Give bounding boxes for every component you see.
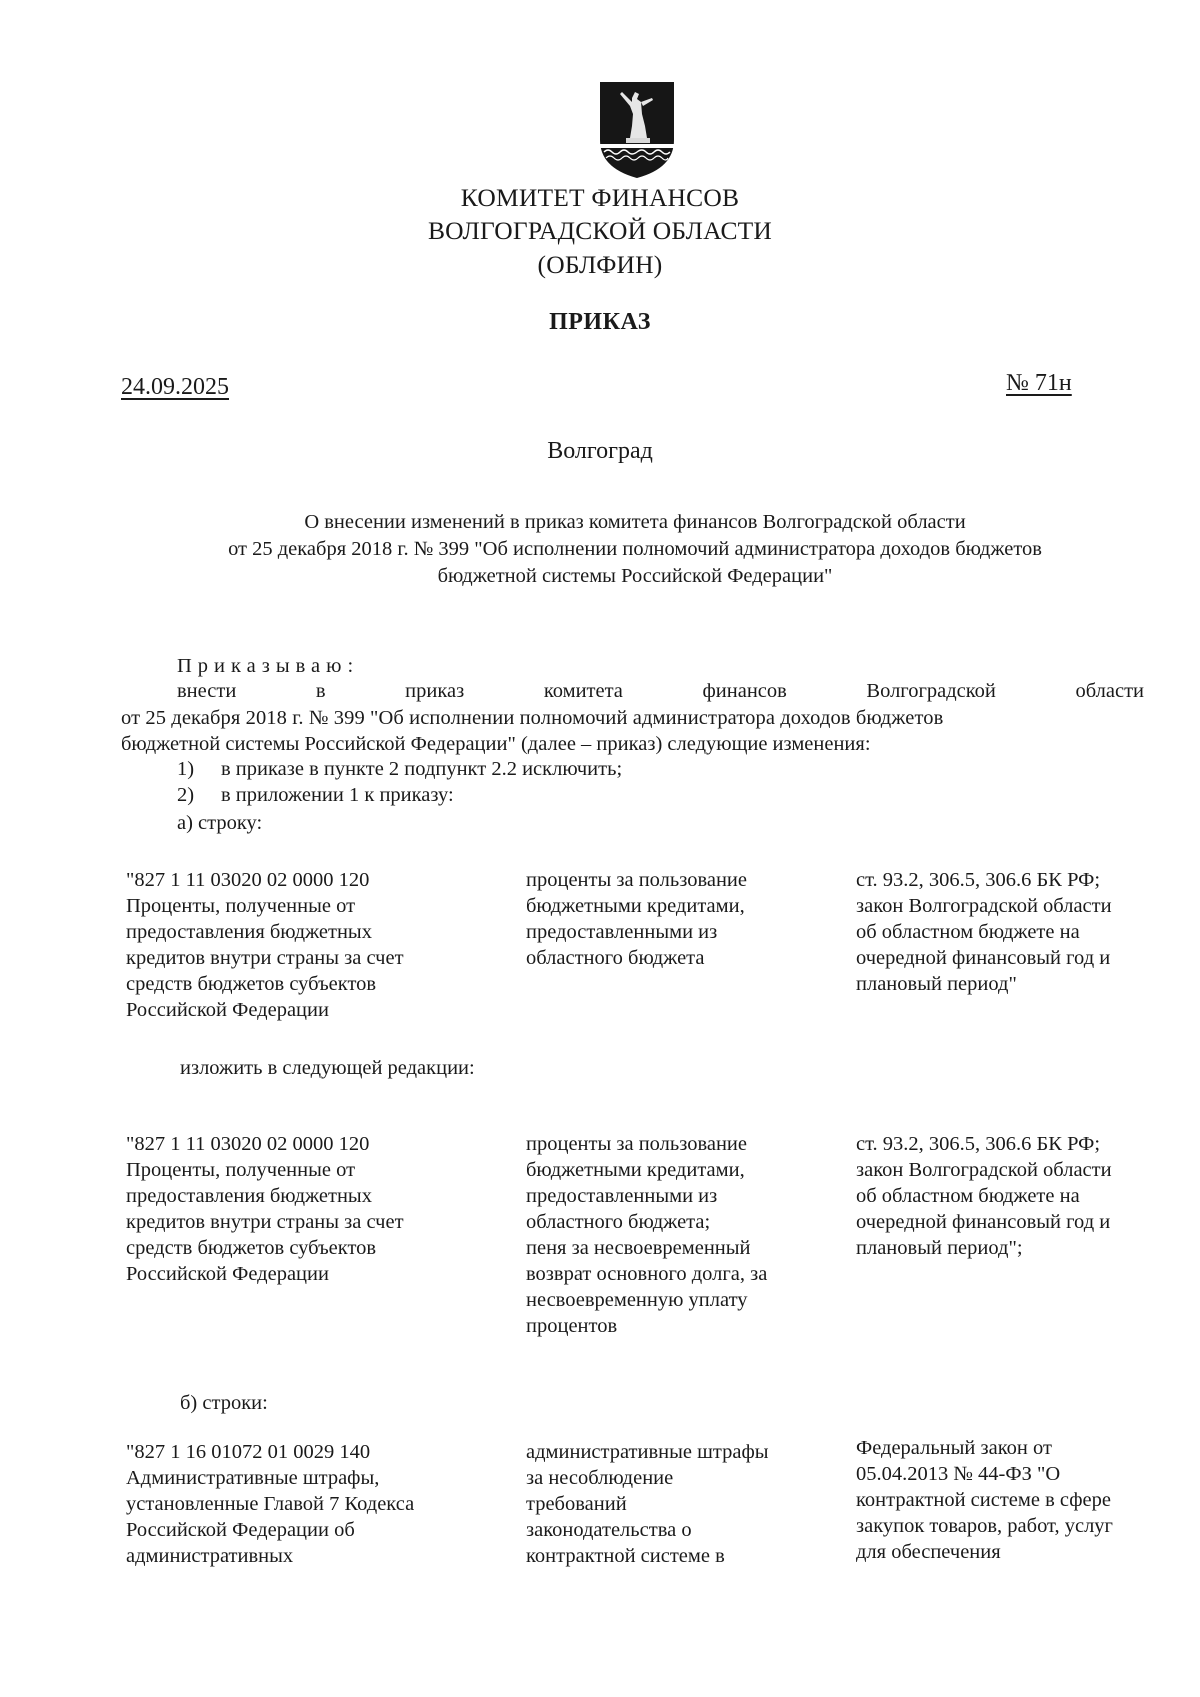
text-line: об областном бюджете на: [856, 1185, 1080, 1207]
text-line: несвоевременную уплату: [526, 1289, 748, 1311]
body-word: внести: [177, 680, 237, 702]
text-line: предоставления бюджетных: [126, 1185, 372, 1207]
body-word: приказ: [405, 680, 465, 702]
list-item-number: 2): [177, 784, 195, 806]
subitem-b: б) строки:: [180, 1392, 268, 1414]
text-line: областного бюджета;: [526, 1211, 711, 1233]
text-line: средств бюджетов субъектов: [126, 1237, 377, 1259]
text-line: очередной финансовый год и: [856, 1211, 1111, 1233]
text-line: административных: [126, 1545, 294, 1567]
old-row-code-and-name: [126, 867, 404, 1023]
text-line: "827 1 16 01072 01 0029 140: [126, 1441, 371, 1463]
b-row-description: [526, 1439, 769, 1569]
text-line: для обеспечения: [856, 1541, 1001, 1563]
text-line: "827 1 11 03020 02 0000 120: [126, 869, 370, 891]
body-word: области: [1075, 680, 1145, 702]
text-line: Федеральный закон от: [856, 1437, 1052, 1459]
text-line: "827 1 11 03020 02 0000 120: [126, 1133, 370, 1155]
document-type-heading: ПРИКАЗ: [549, 309, 651, 335]
text-line: предоставленными из: [526, 921, 718, 943]
organization-name-line-2: ВОЛГОГРАДСКОЙ ОБЛАСТИ: [427, 216, 773, 245]
text-line: проценты за пользование: [526, 869, 747, 891]
text-line: предоставления бюджетных: [126, 921, 372, 943]
text-line: ст. 93.2, 306.5, 306.6 БК РФ;: [856, 869, 1101, 891]
text-line: бюджетными кредитами,: [526, 895, 745, 917]
text-line: бюджетными кредитами,: [526, 1159, 745, 1181]
list-item-text: в приказе в пункте 2 подпункт 2.2 исключить;: [221, 758, 623, 780]
text-line: проценты за пользование: [526, 1133, 747, 1155]
text-line: Проценты, полученные от: [126, 1159, 356, 1181]
body-word: Волгоградской: [866, 680, 996, 702]
text-line: кредитов внутри страны за счет: [126, 947, 404, 969]
list-item-2: [177, 782, 454, 808]
text-line: возврат основного долга, за: [526, 1263, 768, 1285]
document-title-line-2: от 25 декабря 2018 г. № 399 "Об исполнении полномочий администратора доходов бюджетов: [228, 538, 1042, 560]
text-line: об областном бюджете на: [856, 921, 1080, 943]
subitem-a: а) строку:: [177, 812, 263, 834]
text-line: административные штрафы: [526, 1441, 769, 1463]
text-line: ст. 93.2, 306.5, 306.6 БК РФ;: [856, 1133, 1101, 1155]
b-row-legal-basis: [856, 1435, 1113, 1565]
body-justified-line: [177, 678, 1144, 704]
organization-name-line-1: КОМИТЕТ ФИНАНСОВ: [460, 183, 740, 212]
restate-instruction: изложить в следующей редакции:: [180, 1057, 475, 1079]
text-line: Проценты, полученные от: [126, 895, 356, 917]
document-title-line-3: бюджетной системы Российской Федерации": [437, 565, 833, 587]
body-line-2: от 25 декабря 2018 г. № 399 "Об исполнении полномочий администратора доходов бюджетов: [121, 707, 944, 729]
new-row-code-and-name: [126, 1131, 404, 1287]
b-row-code-and-name: [126, 1439, 414, 1569]
text-line: закупок товаров, работ, услуг: [856, 1515, 1113, 1537]
text-line: требований: [526, 1493, 627, 1515]
text-line: областного бюджета: [526, 947, 705, 969]
text-line: законодательства о: [526, 1519, 692, 1541]
list-item-1: [177, 756, 622, 782]
old-row-description: [526, 867, 747, 971]
list-item-number: 1): [177, 758, 195, 780]
text-line: кредитов внутри страны за счет: [126, 1211, 404, 1233]
document-date: 24.09.2025: [121, 374, 229, 400]
text-line: контрактной системе в сфере: [856, 1489, 1111, 1511]
new-row-legal-basis: [856, 1131, 1112, 1261]
body-line-3: бюджетной системы Российской Федерации" (далее – приказ) следующие изменения:: [121, 733, 871, 755]
text-line: закон Волгоградской области: [856, 895, 1112, 917]
text-line: Административные штрафы,: [126, 1467, 380, 1489]
document-title-line-1: О внесении изменений в приказ комитета финансов Волгоградской области: [304, 511, 966, 533]
document-city: Волгоград: [547, 438, 653, 464]
text-line: предоставленными из: [526, 1185, 718, 1207]
text-line: закон Волгоградской области: [856, 1159, 1112, 1181]
volgograd-coat-of-arms-icon: [592, 80, 682, 180]
list-item-text: в приложении 1 к приказу:: [221, 784, 454, 806]
new-row-description: [526, 1131, 767, 1339]
text-line: за несоблюдение: [526, 1467, 674, 1489]
text-line: плановый период": [856, 973, 1017, 995]
document-number: № 71н: [1006, 370, 1072, 396]
text-line: средств бюджетов субъектов: [126, 973, 377, 995]
text-line: плановый период";: [856, 1237, 1023, 1259]
text-line: Российской Федерации об: [126, 1519, 355, 1541]
body-word: в: [315, 680, 326, 702]
organization-abbreviation: (ОБЛФИН): [537, 250, 663, 279]
text-line: пеня за несвоевременный: [526, 1237, 751, 1259]
text-line: Российской Федерации: [126, 1263, 329, 1285]
old-row-legal-basis: [856, 867, 1112, 997]
order-keyword: Приказываю:: [177, 655, 360, 677]
text-line: очередной финансовый год и: [856, 947, 1111, 969]
text-line: Российской Федерации: [126, 999, 329, 1021]
text-line: установленные Главой 7 Кодекса: [126, 1493, 415, 1515]
text-line: контрактной системе в: [526, 1545, 725, 1567]
body-word: финансов: [702, 680, 787, 702]
text-line: процентов: [526, 1315, 618, 1337]
text-line: 05.04.2013 № 44-ФЗ "О: [856, 1463, 1061, 1485]
body-word: комитета: [543, 680, 623, 702]
